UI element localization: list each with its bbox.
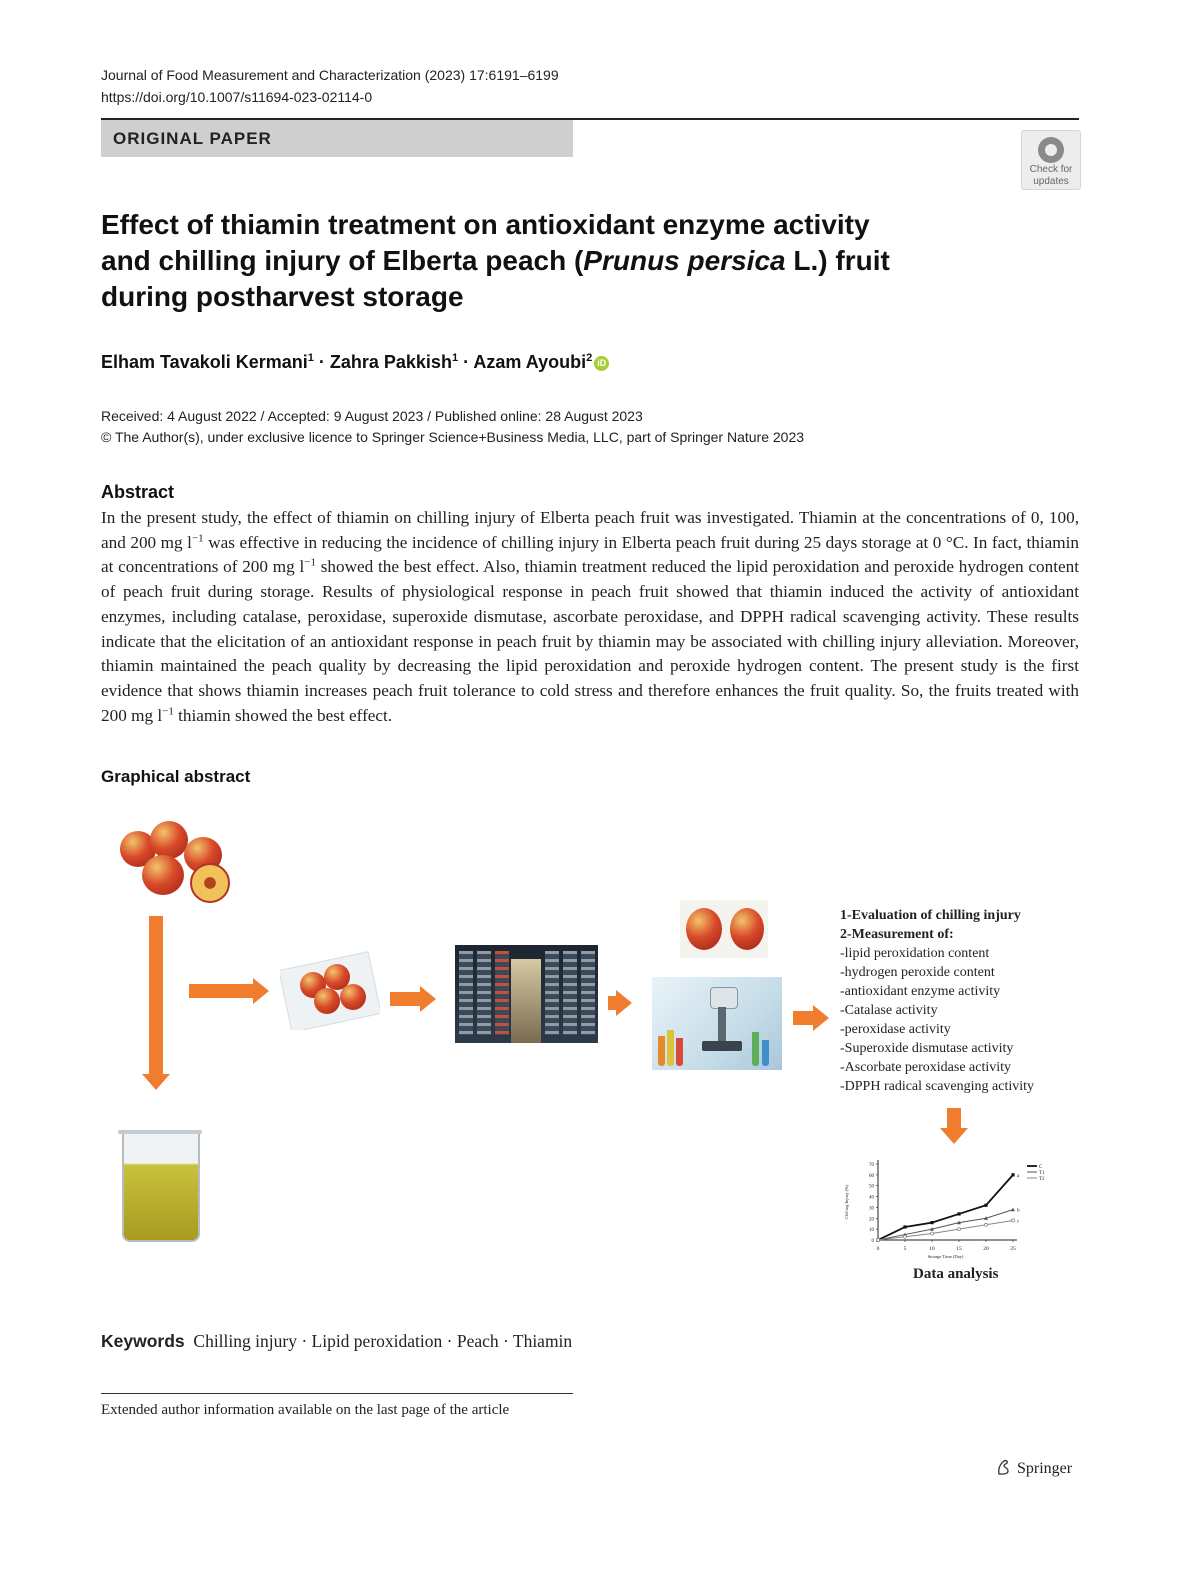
x-tick-label: 15 [956,1246,962,1252]
abstract-text: showed the best effect. Also, thiamin treatment reduced the lipid peroxidation and peroxide hydrogen content of peach fruit during storage. Results of physiological response in peach fruit showed that thiamin induced the activity of antioxidant enzymes, including catalase, peroxidase, superoxide dismutase, ascorbate peroxidase, and DPPH radical scavenging activity. These results indicate that the elicitation of an antioxidant response in peach fruit by thiamin may be associated with chilling injury alleviation. Moreover, thiamin maintained the peach quality by decreasing the lipid peroxidation and peroxide hydrogen content. The present study is the first evidence that shows thiamin increases peach fruit tolerance to cold stress and therefore enhances the fruit quality. So, the fruits treated with 200 mg l [101,557,1079,725]
y-tick-label: 70 [869,1163,874,1168]
data-point [984,1204,987,1207]
x-tick-label: 5 [903,1246,907,1252]
springer-horse-icon [995,1458,1013,1476]
publisher-name: Springer [1017,1460,1073,1477]
title-species: Prunus persica [583,245,786,276]
publication-dates [101,406,804,448]
test-tube [667,1030,674,1066]
footnote-rule [101,1393,573,1394]
legend-label: T1 [1039,1171,1045,1176]
keywords-line [101,1331,572,1352]
step-item: -antioxidant enzyme activity [840,984,1001,999]
y-tick-label: 50 [869,1184,874,1190]
title-text-2: L.) fruit during postharvest storage [101,245,890,312]
unit-superscript: −1 [304,556,316,569]
chart-axes [876,1160,1017,1242]
author-affiliation: 1 [451,352,459,364]
abstract-body [101,506,1079,728]
doi-link[interactable]: https://doi.org/10.1007/s11694-023-02114-0 [101,89,373,105]
packaged-peaches-photo [280,950,380,1030]
y-tick-label: 0 [871,1239,874,1244]
step-item: -Superoxide dismutase activity [840,1041,1014,1056]
data-point [877,1239,880,1242]
x-tick-label: 0 [876,1246,880,1252]
arrow-right-icon [189,984,253,998]
x-axis-label: Storage Time (Day) [927,1254,964,1259]
journal-citation: Journal of Food Measurement and Characterization (2023) 17:6191–6199 [101,67,559,83]
abstract-text: was effective in reducing the incidence of chilling injury in Elberta peach fruit during 25 days storage at 0 °C. In fact, thiamin at concentrations of 200 mg l [101,532,1079,577]
x-tick-label: 20 [983,1246,989,1252]
storage-rack [495,951,509,1035]
keywords-items: Chilling injury · Lipid peroxidation · Peach · Thiamin [193,1331,573,1351]
peach-image [314,988,340,1014]
graphical-abstract-heading: Graphical abstract [101,767,251,786]
data-point [904,1235,907,1238]
keywords-label: Keywords [101,1331,185,1351]
legend-label: T2 [1039,1177,1045,1182]
data-point [930,1221,933,1224]
step-item: -DPPH radical scavenging activity [840,1079,1035,1094]
data-analysis-label: Data analysis [913,1266,999,1282]
data-point [1012,1219,1015,1222]
cold-storage-photo [455,945,598,1043]
thiamin-solution-beaker [118,1130,200,1242]
test-tube [658,1036,665,1066]
arrow-right-icon [793,1011,813,1025]
unit-superscript: −1 [191,531,204,544]
chilling-injury-chart [838,1152,1048,1270]
series-line-C [878,1175,1013,1240]
data-point [1011,1173,1014,1176]
y-tick-label: 20 [869,1217,874,1223]
measurement-list [840,906,1090,1096]
laboratory-photo [652,977,782,1070]
storage-rack [477,951,491,1035]
y-tick-label: 10 [869,1228,874,1234]
peach-halves-photo [680,900,768,958]
storage-rack [563,951,577,1035]
x-tick-label: 10 [929,1246,935,1252]
peaches-photo [110,817,238,913]
abstract-text: In the present study, the effect of thiamin on chilling injury of Elberta peach fruit was investigated. Thiamin at the concentrations of 0, 100, and 200 mg l [101,508,1079,552]
data-point [985,1223,988,1226]
data-point [931,1232,934,1235]
arrow-down-icon [947,1108,961,1128]
beaker-rim [118,1130,202,1134]
data-point [1011,1208,1015,1212]
step-item: -Ascorbate peroxidase activity [840,1060,1012,1075]
peach-image [150,821,188,859]
check-updates-label-1: Check for [1029,164,1073,175]
step-item: -hydrogen peroxide content [840,965,995,980]
arrow-down-icon [149,916,163,1074]
test-tube [762,1040,769,1066]
beaker-glass [122,1130,200,1242]
unit-superscript: −1 [162,704,174,717]
data-point [957,1212,960,1215]
check-for-updates-button[interactable] [1021,130,1081,190]
check-updates-label-2: updates [1033,176,1069,187]
footnote: Extended author information available on the last page of the article [101,1402,510,1418]
chart-series-group [876,1173,1015,1241]
chart-labels [844,1163,1045,1259]
x-tick-label: 25 [1010,1246,1016,1252]
y-tick-label: 60 [869,1173,874,1179]
author-affiliation: 2 [586,352,593,364]
section-badge [101,120,573,157]
peach-image [142,855,184,895]
microscope-icon [702,987,742,1057]
arrow-right-icon [608,996,616,1010]
title-text-1: Effect of thiamin treatment on antioxidant enzyme activity and chilling injury of Elberta peach ( [101,209,870,276]
author-name[interactable]: Elham Tavakoli Kermani [101,352,308,372]
abstract-text: thiamin showed the best effect. [173,705,393,725]
y-tick-label: 40 [869,1195,874,1201]
peach-image [340,984,366,1010]
copyright-line: © The Author(s), under exclusive licence to Springer Science+Business Media, LLC, part of Springer Nature 2023 [101,429,805,445]
step-item: -lipid peroxidation content [840,946,990,961]
significance-letter: b [1017,1208,1020,1214]
author-name[interactable]: Azam Ayoubi [473,352,587,372]
peach-image [730,908,764,950]
orcid-icon[interactable]: iD [594,356,609,371]
journal-header [101,64,559,108]
arrow-right-icon [390,992,420,1006]
test-tube [676,1038,683,1066]
peach-image [686,908,722,950]
step-item: 1-Evaluation of chilling injury [840,908,1021,923]
step-item: -peroxidase activity [840,1022,951,1037]
abstract-heading: Abstract [101,482,175,502]
storage-rack [459,951,473,1035]
author-list: Elham Tavakoli Kermani$^1$ · Zahra Pakkish$^1$ · Azam Ayoubi$^2$ iD [101,345,609,375]
significance-letter: a [1017,1173,1020,1179]
test-tube [752,1032,759,1066]
section-badge-label: ORIGINAL PAPER [113,129,272,148]
series-line-T1 [878,1210,1013,1240]
step-item: 2-Measurement of: [840,927,954,942]
data-point [958,1228,961,1231]
step-item: -Catalase activity [840,1003,938,1018]
storage-rack [545,951,559,1035]
y-tick-label: 30 [869,1206,874,1212]
storage-rack [581,951,595,1035]
author-name[interactable]: Zahra Pakkish [329,352,452,372]
paper-title [101,207,901,315]
y-axis-label: Chilling Injury (%) [844,1184,849,1220]
legend-label: C [1039,1165,1043,1170]
cut-peach-image [190,863,230,903]
storage-corridor [511,959,541,1043]
check-updates-icon [1038,137,1064,163]
data-point [903,1225,906,1228]
publisher-logo [995,1458,1072,1478]
author-affiliation: 1 [307,352,314,364]
dates-line: Received: 4 August 2022 / Accepted: 9 August 2023 / Published online: 28 August 2023 [101,408,643,424]
significance-letter: c [1017,1219,1020,1225]
